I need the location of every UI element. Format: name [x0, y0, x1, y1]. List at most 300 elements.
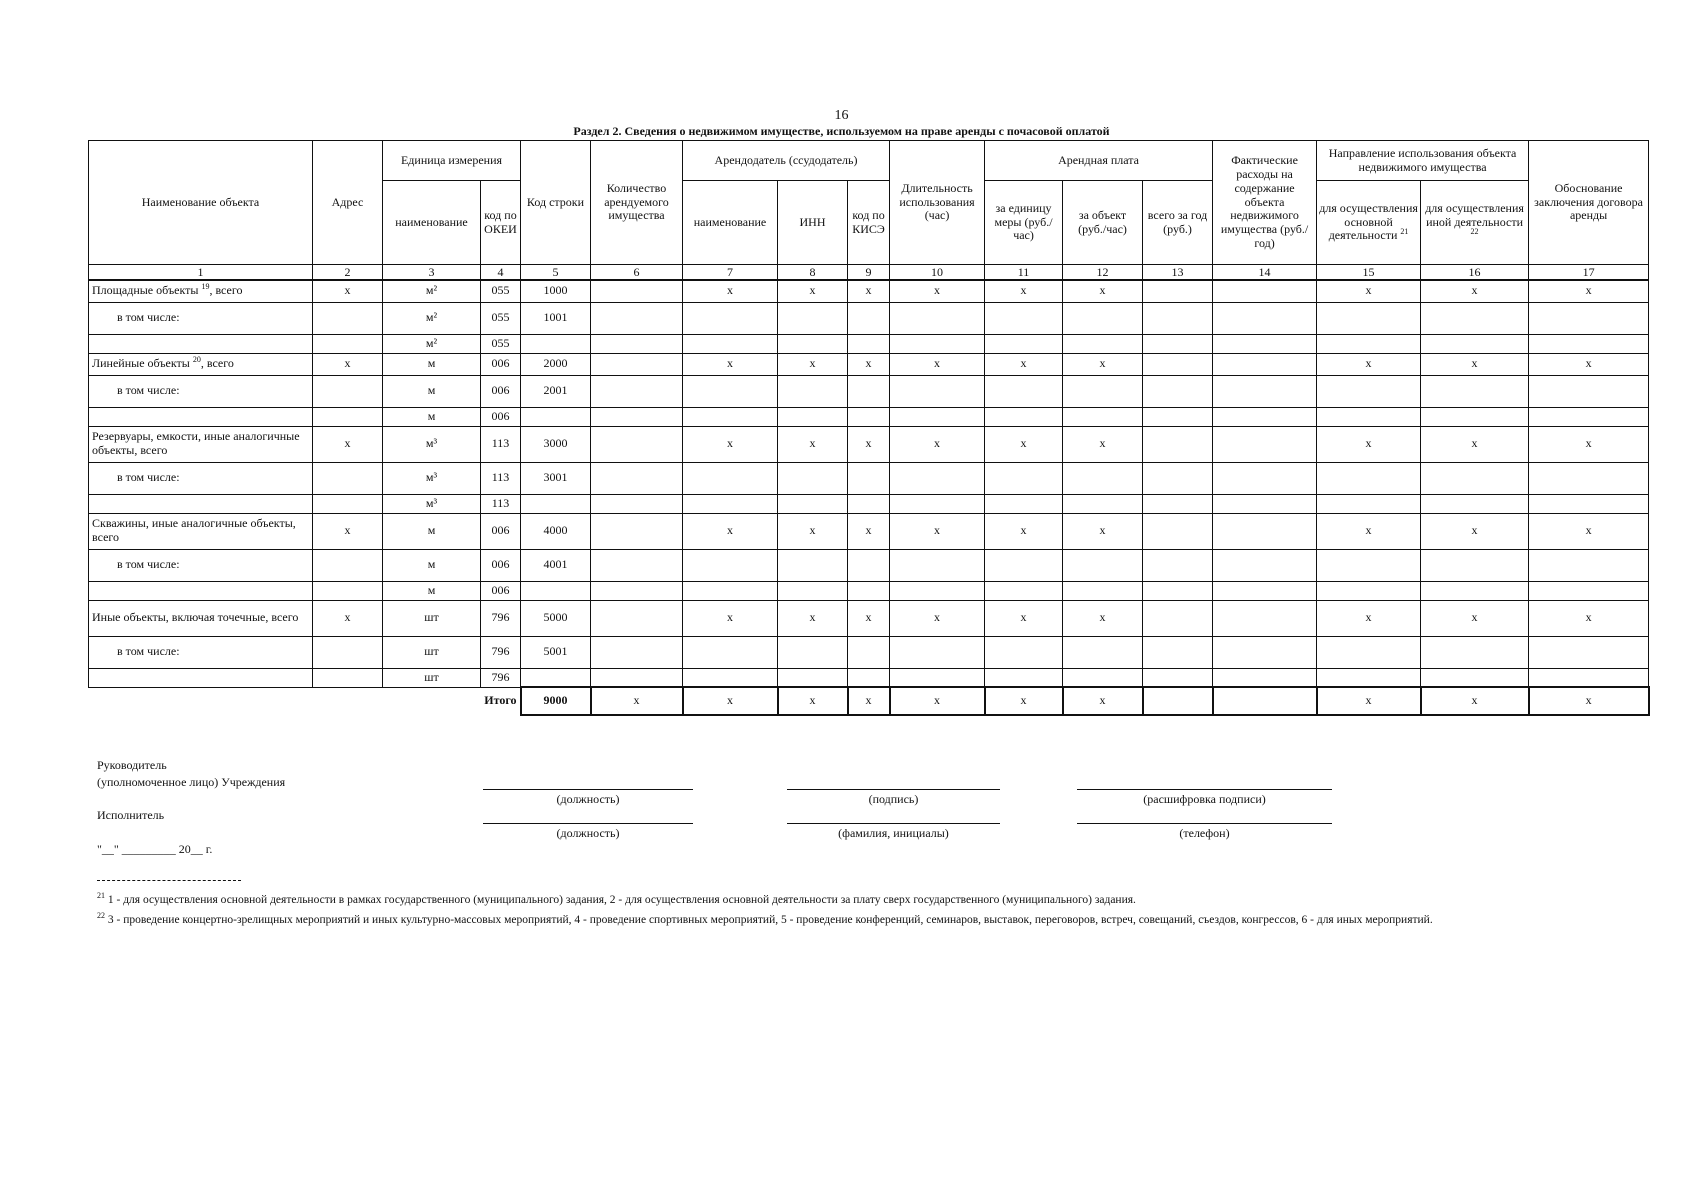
- cell-col-5: 5001: [521, 636, 591, 668]
- cell-col-10: [890, 407, 985, 426]
- total-col-14: [1213, 687, 1317, 715]
- cell-col-4: 006: [481, 353, 521, 375]
- row-sublabel: [89, 407, 313, 426]
- table-row: [89, 549, 1649, 581]
- footnote-ref-21: 21: [1400, 227, 1409, 237]
- cell-col-12: x: [1063, 513, 1143, 549]
- cell-col-8: x: [778, 513, 848, 549]
- cell-col-15: [1317, 407, 1421, 426]
- cell-col-2: x: [313, 513, 383, 549]
- column-number: 13: [1143, 265, 1213, 281]
- cell-col-10: [890, 636, 985, 668]
- cell-col-17: [1529, 334, 1649, 353]
- cell-col-8: x: [778, 280, 848, 302]
- cell-col-9: [848, 581, 890, 600]
- cell-col-12: [1063, 636, 1143, 668]
- cell-col-5: 1000: [521, 280, 591, 302]
- total-col-11: x: [985, 687, 1063, 715]
- cell-col-4: 796: [481, 636, 521, 668]
- row-name-suffix: , всего: [200, 356, 234, 371]
- total-label: Итого: [89, 687, 521, 715]
- cell-col-14: [1213, 302, 1317, 334]
- total-col-16: x: [1421, 687, 1529, 715]
- cell-col-17: [1529, 636, 1649, 668]
- cell-col-6: [591, 407, 683, 426]
- cell-col-3: м: [383, 581, 481, 600]
- column-number: 10: [890, 265, 985, 281]
- cell-col-3: шт: [383, 668, 481, 687]
- cell-col-13: [1143, 353, 1213, 375]
- cell-col-4: 055: [481, 280, 521, 302]
- cell-col-17: [1529, 302, 1649, 334]
- cell-col-16: x: [1421, 353, 1529, 375]
- cell-col-15: [1317, 581, 1421, 600]
- table-body: [89, 280, 1649, 715]
- row-name-text: в том числе:: [117, 557, 180, 572]
- row-sublabel: [89, 462, 313, 494]
- cell-col-13: [1143, 636, 1213, 668]
- cell-col-3: м: [383, 375, 481, 407]
- table-row: [89, 600, 1649, 636]
- cell-col-12: [1063, 494, 1143, 513]
- cell-col-5: 2001: [521, 375, 591, 407]
- column-number: 11: [985, 265, 1063, 281]
- row-name-text: Иные объекты, включая точечные, всего: [92, 610, 299, 625]
- cell-col-12: [1063, 462, 1143, 494]
- cell-col-8: x: [778, 600, 848, 636]
- cell-col-4: 113: [481, 426, 521, 462]
- executor-label: Исполнитель: [97, 808, 165, 822]
- fio-caption: (фамилия, инициалы): [838, 826, 949, 840]
- column-number: 3: [383, 265, 481, 281]
- cell-col-2: x: [313, 353, 383, 375]
- cell-col-15: [1317, 462, 1421, 494]
- header-rent-group: Арендная плата: [985, 141, 1213, 181]
- cell-col-5: [521, 668, 591, 687]
- cell-col-8: x: [778, 353, 848, 375]
- column-number: 7: [683, 265, 778, 281]
- cell-col-6: [591, 600, 683, 636]
- cell-col-7: [683, 636, 778, 668]
- decoding-line: [1077, 789, 1332, 790]
- cell-col-12: [1063, 581, 1143, 600]
- cell-col-3: м²: [383, 280, 481, 302]
- cell-col-5: 2000: [521, 353, 591, 375]
- header-per-object: за объект (руб./час): [1063, 181, 1143, 265]
- cell-col-16: [1421, 375, 1529, 407]
- cell-col-17: [1529, 462, 1649, 494]
- cell-col-9: [848, 462, 890, 494]
- cell-col-15: [1317, 668, 1421, 687]
- cell-col-2: [313, 407, 383, 426]
- table-row: [89, 581, 1649, 600]
- table-row: [89, 302, 1649, 334]
- cell-col-16: [1421, 668, 1529, 687]
- cell-col-4: 055: [481, 302, 521, 334]
- cell-col-11: x: [985, 280, 1063, 302]
- cell-col-15: [1317, 549, 1421, 581]
- header-usage-group: Направление использования объекта недвижимого имущества: [1317, 141, 1529, 181]
- row-sublabel: [89, 494, 313, 513]
- cell-col-3: шт: [383, 600, 481, 636]
- cell-col-8: [778, 302, 848, 334]
- cell-col-14: [1213, 636, 1317, 668]
- cell-col-6: [591, 636, 683, 668]
- cell-col-17: [1529, 581, 1649, 600]
- cell-col-17: x: [1529, 513, 1649, 549]
- row-name-text: Резервуары, емкости, иные аналогичные объекты, всего: [92, 429, 300, 457]
- cell-col-5: [521, 494, 591, 513]
- cell-col-16: [1421, 334, 1529, 353]
- cell-col-7: [683, 407, 778, 426]
- row-name-text: в том числе:: [117, 644, 180, 659]
- cell-col-6: [591, 462, 683, 494]
- header-inn: ИНН: [778, 181, 848, 265]
- cell-col-15: x: [1317, 513, 1421, 549]
- row-name-suffix: , всего: [209, 283, 243, 298]
- cell-col-4: 796: [481, 668, 521, 687]
- cell-col-4: 006: [481, 513, 521, 549]
- cell-col-16: x: [1421, 513, 1529, 549]
- cell-col-8: [778, 375, 848, 407]
- cell-col-9: [848, 636, 890, 668]
- cell-col-13: [1143, 513, 1213, 549]
- cell-col-17: [1529, 668, 1649, 687]
- cell-col-17: x: [1529, 280, 1649, 302]
- cell-col-7: x: [683, 280, 778, 302]
- cell-col-10: x: [890, 280, 985, 302]
- cell-col-8: [778, 581, 848, 600]
- total-row: [89, 687, 1649, 715]
- cell-col-2: x: [313, 600, 383, 636]
- cell-col-12: [1063, 302, 1143, 334]
- cell-col-5: [521, 581, 591, 600]
- cell-col-8: x: [778, 426, 848, 462]
- footnote-21-text: 1 - для осуществления основной деятельности в рамках государственного (муниципального) задания, 2 - для осуществления основной деятельности за плату сверх государственного (муниципального) задания.: [105, 894, 1136, 906]
- cell-col-11: x: [985, 513, 1063, 549]
- table-row: [89, 668, 1649, 687]
- row-sublabel: [89, 302, 313, 334]
- cell-col-8: [778, 462, 848, 494]
- cell-col-12: x: [1063, 353, 1143, 375]
- footnote-mark-22: 22: [97, 911, 105, 921]
- column-number: 14: [1213, 265, 1317, 281]
- cell-col-17: x: [1529, 600, 1649, 636]
- cell-col-6: [591, 549, 683, 581]
- cell-col-11: [985, 581, 1063, 600]
- cell-col-13: [1143, 600, 1213, 636]
- cell-col-6: [591, 426, 683, 462]
- cell-col-11: [985, 462, 1063, 494]
- cell-col-4: 006: [481, 549, 521, 581]
- column-number: 5: [521, 265, 591, 281]
- column-number: 17: [1529, 265, 1649, 281]
- cell-col-9: [848, 668, 890, 687]
- cell-col-11: [985, 334, 1063, 353]
- decoding-caption: (расшифровка подписи): [1143, 792, 1266, 806]
- column-number: 15: [1317, 265, 1421, 281]
- cell-col-9: [848, 407, 890, 426]
- column-number: 16: [1421, 265, 1529, 281]
- cell-col-5: 4001: [521, 549, 591, 581]
- phone-line: [1077, 823, 1332, 824]
- table-row: [89, 426, 1649, 462]
- cell-col-10: [890, 375, 985, 407]
- total-col-15: x: [1317, 687, 1421, 715]
- cell-col-15: [1317, 494, 1421, 513]
- cell-col-14: [1213, 513, 1317, 549]
- header-address: Адрес: [313, 141, 383, 265]
- cell-col-10: [890, 462, 985, 494]
- cell-col-17: [1529, 494, 1649, 513]
- cell-col-10: [890, 668, 985, 687]
- table-row: [89, 462, 1649, 494]
- cell-col-2: [313, 636, 383, 668]
- footnote-ref-22: 22: [1470, 227, 1479, 237]
- row-name-text: Площадные объекты: [92, 283, 199, 298]
- total-col-5: 9000: [521, 687, 591, 715]
- cell-col-12: [1063, 375, 1143, 407]
- cell-col-14: [1213, 280, 1317, 302]
- cell-col-11: x: [985, 600, 1063, 636]
- cell-col-7: x: [683, 513, 778, 549]
- head-label-2: (уполномоченное лицо) Учреждения: [97, 775, 286, 789]
- row-name-text: в том числе:: [117, 470, 180, 485]
- cell-col-4: 006: [481, 375, 521, 407]
- cell-col-9: x: [848, 280, 890, 302]
- table-row: [89, 353, 1649, 375]
- row-name-text: Скважины, иные аналогичные объекты, всего: [92, 516, 296, 544]
- column-number-row: [89, 265, 1649, 281]
- cell-col-7: [683, 375, 778, 407]
- cell-col-2: [313, 494, 383, 513]
- cell-col-9: [848, 375, 890, 407]
- table-row: [89, 334, 1649, 353]
- header-per-unit: за единицу меры (руб./час): [985, 181, 1063, 265]
- cell-col-6: [591, 513, 683, 549]
- cell-col-9: [848, 334, 890, 353]
- cell-col-14: [1213, 426, 1317, 462]
- cell-col-6: [591, 280, 683, 302]
- cell-col-11: [985, 636, 1063, 668]
- total-col-10: x: [890, 687, 985, 715]
- cell-col-13: [1143, 302, 1213, 334]
- cell-col-13: [1143, 668, 1213, 687]
- header-lessor-group: Арендодатель (ссудодатель): [683, 141, 890, 181]
- cell-col-13: [1143, 426, 1213, 462]
- cell-col-11: x: [985, 426, 1063, 462]
- table-row: [89, 280, 1649, 302]
- cell-col-15: [1317, 375, 1421, 407]
- column-number: 12: [1063, 265, 1143, 281]
- cell-col-16: [1421, 407, 1529, 426]
- cell-col-8: [778, 636, 848, 668]
- cell-col-16: [1421, 462, 1529, 494]
- cell-col-16: [1421, 636, 1529, 668]
- cell-col-12: [1063, 334, 1143, 353]
- header-duration: Длительность использования (час): [890, 141, 985, 265]
- footnote-22-text: 3 - проведение концертно-зрелищных мероприятий и иных культурно-массовых мероприятий, 4 - проведение спортивных мероприятий, 5 - проведение конференций, семинаров, выставок, переговоров, встреч, совещаний, съездов, конгрессов, 6 - для иных мероприятий.: [105, 914, 1433, 926]
- cell-col-7: x: [683, 600, 778, 636]
- cell-col-13: [1143, 407, 1213, 426]
- total-col-6: x: [591, 687, 683, 715]
- cell-col-14: [1213, 334, 1317, 353]
- cell-col-15: x: [1317, 280, 1421, 302]
- row-name-text: Линейные объекты: [92, 356, 190, 371]
- cell-col-15: [1317, 302, 1421, 334]
- cell-col-7: [683, 334, 778, 353]
- cell-col-7: [683, 668, 778, 687]
- cell-col-10: x: [890, 513, 985, 549]
- header-row-code: Код строки: [521, 141, 591, 265]
- cell-col-4: 113: [481, 494, 521, 513]
- cell-col-3: м³: [383, 426, 481, 462]
- cell-col-16: x: [1421, 600, 1529, 636]
- cell-col-11: [985, 549, 1063, 581]
- cell-col-14: [1213, 494, 1317, 513]
- header-unit-name: наименование: [383, 181, 481, 265]
- position-line-2: [483, 823, 693, 824]
- row-sublabel: [89, 549, 313, 581]
- cell-col-5: [521, 407, 591, 426]
- cell-col-12: x: [1063, 280, 1143, 302]
- table-row: [89, 494, 1649, 513]
- cell-col-15: x: [1317, 426, 1421, 462]
- page-number: 16: [834, 108, 849, 123]
- cell-col-6: [591, 581, 683, 600]
- column-number: 9: [848, 265, 890, 281]
- cell-col-16: [1421, 302, 1529, 334]
- cell-col-8: [778, 494, 848, 513]
- cell-col-14: [1213, 600, 1317, 636]
- header-basis: Обоснование заключения договора аренды: [1529, 141, 1649, 265]
- signature-line: [787, 789, 1000, 790]
- table-row: [89, 407, 1649, 426]
- cell-col-2: [313, 334, 383, 353]
- total-col-12: x: [1063, 687, 1143, 715]
- cell-col-15: [1317, 334, 1421, 353]
- cell-col-14: [1213, 407, 1317, 426]
- cell-col-2: [313, 549, 383, 581]
- cell-col-4: 113: [481, 462, 521, 494]
- header-lessor-name: наименование: [683, 181, 778, 265]
- total-col-13: [1143, 687, 1213, 715]
- position-caption: (должность): [556, 792, 620, 806]
- header-name: Наименование объекта: [89, 141, 313, 265]
- cell-col-14: [1213, 353, 1317, 375]
- cell-col-13: [1143, 494, 1213, 513]
- total-col-9: x: [848, 687, 890, 715]
- signature-caption: (подпись): [868, 792, 919, 806]
- cell-col-7: x: [683, 426, 778, 462]
- cell-col-2: [313, 581, 383, 600]
- cell-col-3: м: [383, 549, 481, 581]
- cell-col-7: x: [683, 353, 778, 375]
- fio-line: [787, 823, 1000, 824]
- cell-col-4: 006: [481, 407, 521, 426]
- row-sublabel: [89, 636, 313, 668]
- cell-col-5: [521, 334, 591, 353]
- cell-col-11: [985, 494, 1063, 513]
- row-object-name: [89, 353, 313, 375]
- cell-col-3: шт: [383, 636, 481, 668]
- cell-col-13: [1143, 549, 1213, 581]
- total-col-17: x: [1529, 687, 1649, 715]
- cell-col-10: [890, 494, 985, 513]
- cell-col-16: x: [1421, 280, 1529, 302]
- position-caption-2: (должность): [556, 826, 620, 840]
- header-kise: код по КИСЭ: [848, 181, 890, 265]
- cell-col-9: x: [848, 426, 890, 462]
- cell-col-16: [1421, 581, 1529, 600]
- cell-col-11: [985, 375, 1063, 407]
- cell-col-3: м: [383, 353, 481, 375]
- header-usage-other: [1421, 181, 1529, 265]
- cell-col-14: [1213, 462, 1317, 494]
- cell-col-6: [591, 302, 683, 334]
- cell-col-9: x: [848, 600, 890, 636]
- cell-col-14: [1213, 668, 1317, 687]
- cell-col-11: [985, 407, 1063, 426]
- cell-col-6: [591, 668, 683, 687]
- cell-col-6: [591, 353, 683, 375]
- cell-col-12: [1063, 549, 1143, 581]
- cell-col-10: [890, 581, 985, 600]
- cell-col-11: [985, 302, 1063, 334]
- header-usage-main-text: для осуществления основной деятельности: [1319, 200, 1418, 243]
- footnote-mark-21: 21: [97, 891, 105, 901]
- cell-col-16: [1421, 494, 1529, 513]
- position-line: [483, 789, 693, 790]
- cell-col-11: x: [985, 353, 1063, 375]
- cell-col-14: [1213, 581, 1317, 600]
- cell-col-10: [890, 302, 985, 334]
- table-row: [89, 513, 1649, 549]
- cell-col-3: м³: [383, 462, 481, 494]
- cell-col-17: [1529, 375, 1649, 407]
- cell-col-3: м³: [383, 494, 481, 513]
- cell-col-6: [591, 375, 683, 407]
- header-actual-costs: Фактические расходы на содержание объекта недвижимого имущества (руб./год): [1213, 141, 1317, 265]
- total-col-7: x: [683, 687, 778, 715]
- cell-col-5: 4000: [521, 513, 591, 549]
- cell-col-15: [1317, 636, 1421, 668]
- cell-col-12: [1063, 668, 1143, 687]
- cell-col-3: м: [383, 513, 481, 549]
- cell-col-7: [683, 549, 778, 581]
- column-number: 2: [313, 265, 383, 281]
- cell-col-13: [1143, 375, 1213, 407]
- cell-col-8: [778, 549, 848, 581]
- cell-col-7: [683, 462, 778, 494]
- row-object-name: [89, 600, 313, 636]
- cell-col-16: x: [1421, 426, 1529, 462]
- cell-col-4: 796: [481, 600, 521, 636]
- cell-col-6: [591, 334, 683, 353]
- cell-col-4: 055: [481, 334, 521, 353]
- row-sublabel: [89, 375, 313, 407]
- cell-col-3: м²: [383, 302, 481, 334]
- cell-col-6: [591, 494, 683, 513]
- cell-col-16: [1421, 549, 1529, 581]
- cell-col-8: [778, 334, 848, 353]
- cell-col-11: [985, 668, 1063, 687]
- cell-col-2: [313, 302, 383, 334]
- cell-col-17: [1529, 407, 1649, 426]
- cell-col-9: [848, 549, 890, 581]
- cell-col-12: x: [1063, 426, 1143, 462]
- cell-col-17: x: [1529, 353, 1649, 375]
